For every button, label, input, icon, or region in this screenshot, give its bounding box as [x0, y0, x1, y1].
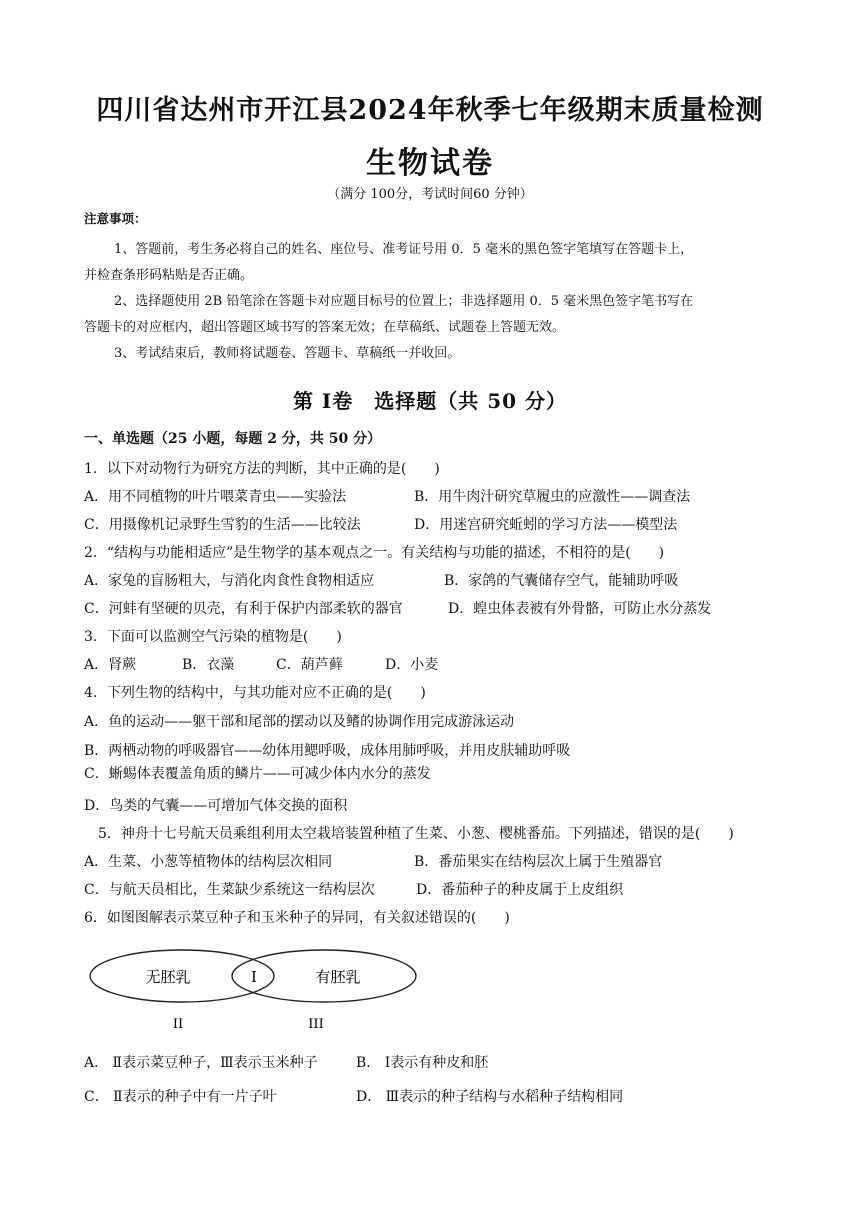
- option: A．生菜、小葱等植物体的结构层次相同: [84, 854, 333, 870]
- option: B．家鸽的气囊储存空气，能辅助呼吸: [444, 573, 679, 589]
- option: D．小麦: [385, 657, 439, 673]
- question-stem: 4．下列生物的结构中，与其功能对应不正确的是( ): [84, 685, 426, 701]
- exam-info: （满分 100分，考试时间60 分钟）: [327, 187, 533, 202]
- venn-label-left: II: [172, 1017, 184, 1032]
- question-stem: 2．“结构与功能相适应”是生物学的基本观点之一。有关结构与功能的描述，不相符的是( ): [84, 545, 665, 561]
- option: C．河蚌有坚硬的贝壳，有利于保护内部柔软的器官: [84, 601, 403, 617]
- question-stem: 1．以下对动物行为研究方法的判断，其中正确的是( ): [84, 461, 440, 477]
- exam-title: 四川省达州市开江县2024年秋季七年级期末质量检测: [96, 95, 764, 126]
- exam-subject: 生物试卷: [366, 146, 494, 181]
- option: A．用不同植物的叶片喂菜青虫——实验法: [84, 489, 347, 505]
- option: B．用牛肉汁研究草履虫的应激性——调查法: [414, 489, 691, 505]
- part-heading: 一、单选题（25 小题，每题 2 分，共 50 分）: [84, 431, 382, 447]
- question-stem: 5．神舟十七号航天员乘组利用太空栽培装置种植了生菜、小葱、樱桃番茄。下列描述，错误的是( ): [98, 826, 734, 842]
- option: C．用摄像机记录野生雪豹的生活——比较法: [84, 517, 361, 533]
- section-title: 第 Ⅰ卷 选择题（共 50 分）: [292, 389, 568, 413]
- notice-line: 2、选择题使用 2B 铅笔涂在答题卡对应题目标号的位置上；非选择题用 0．5 毫米黑色签字笔书写在: [114, 294, 694, 309]
- option: D．用迷宫研究蚯蚓的学习方法——模型法: [414, 517, 678, 533]
- question-stem: 6．如图图解表示菜豆种子和玉米种子的异同，有关叙述错误的( ): [84, 910, 510, 926]
- notice-heading: 注意事项：: [84, 211, 147, 226]
- option: A．家兔的盲肠粗大，与消化肉食性食物相适应: [84, 573, 375, 589]
- venn-right-text: 有胚乳: [315, 968, 361, 986]
- option: C． Ⅱ表示的种子中有一片子叶: [84, 1089, 277, 1105]
- option: C．与航天员相比，生菜缺少系统这一结构层次: [84, 882, 375, 898]
- option: B．番茄果实在结构层次上属于生殖器官: [414, 854, 663, 870]
- option: B．两栖动物的呼吸器官——幼体用鳃呼吸，成体用肺呼吸，并用皮肤辅助呼吸: [84, 743, 571, 759]
- option: D．鸟类的气囊——可增加气体交换的面积: [84, 798, 348, 814]
- notice-line: 1、答题前，考生务必将自己的姓名、座位号、准考证号用 0．5 毫米的黑色签字笔填写在答题卡上，: [114, 242, 694, 257]
- notice-line: 3、考试结束后，教师将试题卷、答题卡、草稿纸一并收回。: [114, 346, 461, 361]
- option: C．葫芦藓: [276, 657, 343, 673]
- notice-line: 答题卡的对应框内，超出答题区域书写的答案无效；在草稿纸、试题卷上答题无效。: [84, 320, 566, 335]
- venn-left-text: 无胚乳: [145, 968, 191, 986]
- option: C．蜥蜴体表覆盖角质的鳞片——可减少体内水分的蒸发: [84, 766, 431, 782]
- venn-svg: [84, 948, 424, 1038]
- option: D．蝗虫体表被有外骨骼，可防止水分蒸发: [448, 601, 712, 617]
- notice-line: 并检查条形码粘贴是否正确。: [84, 268, 254, 283]
- question-stem: 3．下面可以监测空气污染的植物是( ): [84, 629, 342, 645]
- option: D．番茄种子的种皮属于上皮组织: [416, 882, 624, 898]
- option: D． Ⅲ表示的种子结构与水稻种子结构相同: [356, 1089, 624, 1105]
- venn-label-right: III: [308, 1017, 324, 1032]
- venn-center-text: I: [251, 968, 257, 986]
- option: A． Ⅱ表示菜豆种子，Ⅲ表示玉米种子: [84, 1055, 318, 1071]
- option: B．衣藻: [182, 657, 235, 673]
- venn-diagram: [84, 948, 424, 1038]
- option: A．鱼的运动——躯干部和尾部的摆动以及鳍的协调作用完成游泳运动: [84, 714, 515, 730]
- option: B． Ⅰ表示有种皮和胚: [356, 1055, 489, 1071]
- option: A．肾蕨: [84, 657, 137, 673]
